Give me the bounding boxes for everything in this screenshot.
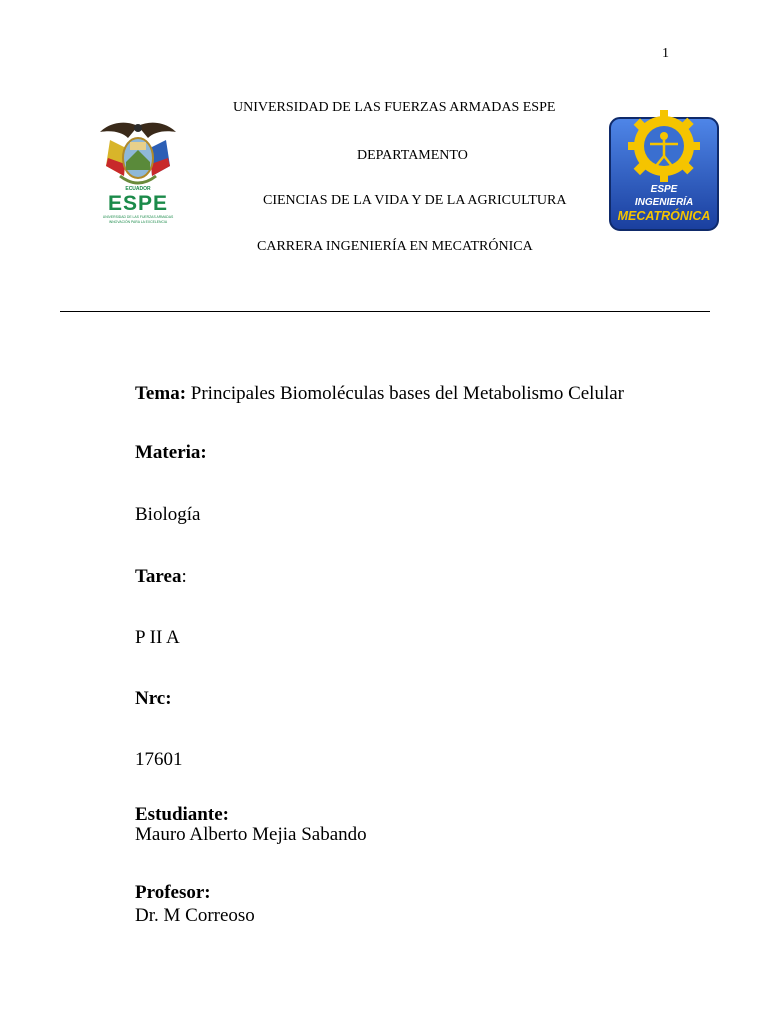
estudiante-label: Estudiante: xyxy=(135,804,229,825)
logo-left-country: ECUADOR xyxy=(125,186,151,192)
tarea-label: Tarea xyxy=(135,566,182,587)
nrc-label: Nrc: xyxy=(135,688,172,709)
tarea-value: P II A xyxy=(135,627,180,648)
header-department: DEPARTAMENTO xyxy=(357,148,468,163)
tarea-colon: : xyxy=(181,566,187,587)
header-divider xyxy=(60,311,710,312)
gear-icon xyxy=(628,110,700,182)
mecatronica-logo xyxy=(608,108,720,232)
header-sciences: CIENCIAS DE LA VIDA Y DE LA AGRICULTURA xyxy=(263,193,567,208)
tarea-row xyxy=(135,566,187,588)
materia-label: Materia: xyxy=(135,442,207,463)
espe-logo xyxy=(96,118,180,228)
profesor-block xyxy=(135,881,255,927)
tema-value: Principales Biomoléculas bases del Metabolismo Celular xyxy=(190,383,624,404)
logo-right-line-1: ESPE xyxy=(650,184,678,195)
logo-right-line-3: MECATRÓNICA xyxy=(617,209,711,223)
estudiante-value: Mauro Alberto Mejia Sabando xyxy=(135,824,367,845)
header-career: CARRERA INGENIERÍA EN MECATRÓNICA xyxy=(257,239,533,254)
logo-left-caption-2: INNOVACIÓN PARA LA EXCELENCIA xyxy=(108,220,168,224)
tema-label: Tema: xyxy=(135,383,187,404)
tema-row xyxy=(135,383,624,405)
materia-value: Biología xyxy=(135,504,201,525)
profesor-label: Profesor: xyxy=(135,882,211,903)
header-university: UNIVERSIDAD DE LAS FUERZAS ARMADAS ESPE xyxy=(233,100,556,115)
logo-right-line-2: INGENIERÍA xyxy=(634,197,694,208)
nrc-value: 17601 xyxy=(135,749,183,770)
logo-left-name: ESPE xyxy=(107,192,169,215)
page-number: 1 xyxy=(662,46,669,61)
profesor-value: Dr. M Correoso xyxy=(135,905,255,926)
estudiante-block xyxy=(135,805,367,845)
logo-left-caption-1: UNIVERSIDAD DE LAS FUERZAS ARMADAS xyxy=(102,215,174,219)
